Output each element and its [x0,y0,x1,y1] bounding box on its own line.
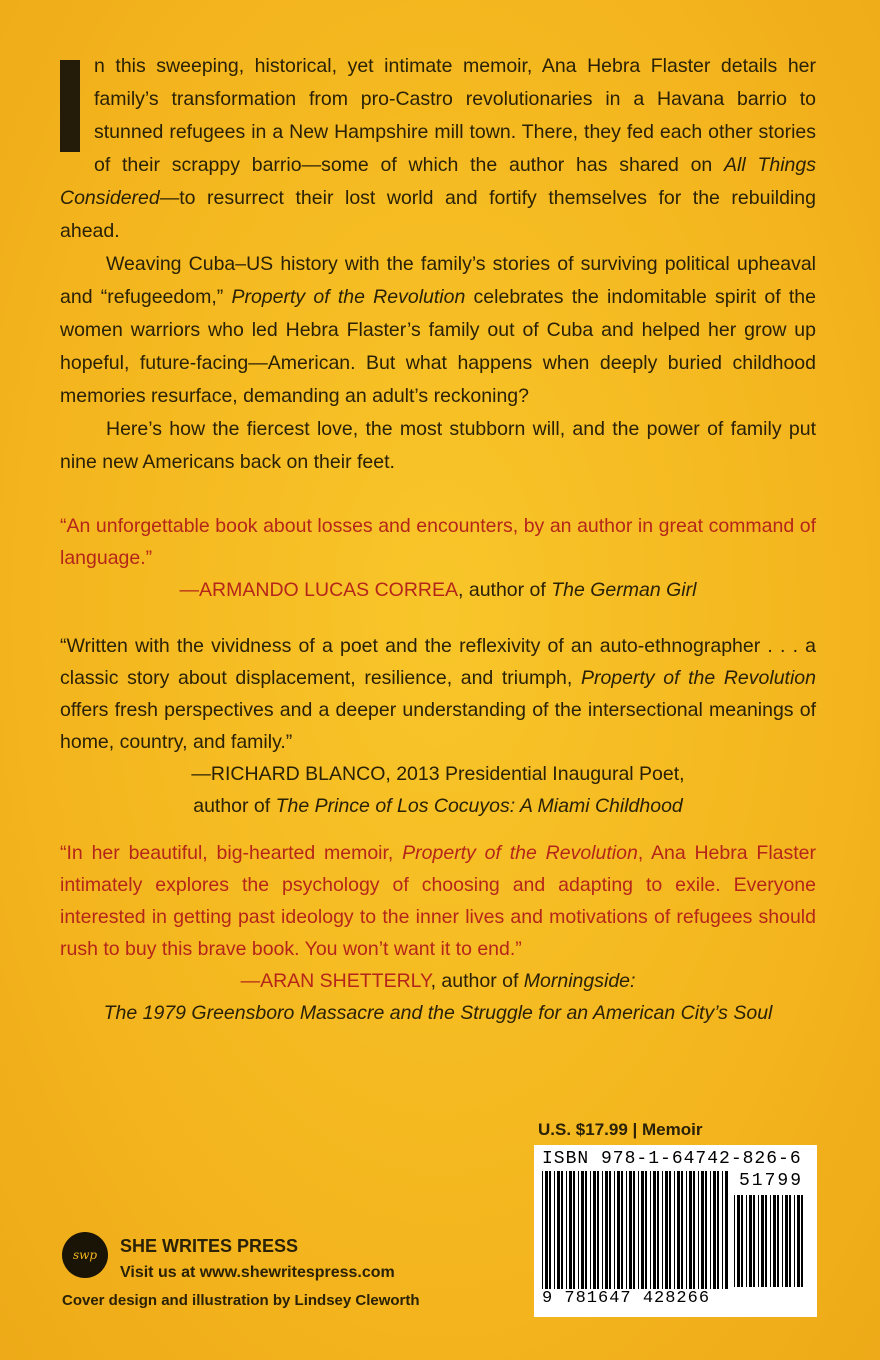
barcode-bar [629,1171,632,1289]
barcode-bar [789,1195,791,1287]
barcode-bar [665,1171,668,1289]
barcode-bar [650,1171,651,1289]
barcode-bar [641,1171,644,1289]
barcode-bar [557,1171,560,1289]
barcode-bar [662,1171,663,1289]
barcode-bar [722,1171,723,1289]
barcode-bar [545,1171,548,1289]
book-description [60,50,816,479]
review-quote-3 [60,837,816,1029]
barcode-bar [713,1171,716,1289]
quote-2-attribution-1: —RICHARD BLANCO, 2013 Presidential Inaugural Poet, [191,763,685,785]
p2-italic: Property of the Revolution [231,286,466,308]
cover-credit: Cover design and illustration by Lindsey Cleworth [62,1292,420,1309]
attr-mid: , author of [458,579,552,601]
quote-3-text [60,837,816,965]
q3-attr-mid: , author of [430,970,524,992]
barcode-bar [705,1171,707,1289]
q3-text-a: “In her beautiful, big-hearted memoir, [60,842,403,864]
attr-italic: The German Girl [551,579,697,601]
drop-cap-bar [60,60,80,152]
barcode-bar [749,1195,752,1287]
barcode-bar [773,1195,776,1287]
publisher-logo: swp [62,1232,108,1278]
q2-italic: Property of the Revolution [580,667,816,689]
barcode-bar [770,1195,771,1287]
barcode-bar [710,1171,711,1289]
price-bars [734,1195,804,1287]
quote-2-attribution-2 [60,790,816,822]
review-quote-1 [60,510,816,606]
q2-attr-italic: The Prince of Los Cocuyos: A Miami Childhood [275,795,683,817]
p2-text-a: Weaving Cuba–US history with the family’s stories of surviving political upheaval and “refugeedom,” [60,253,816,308]
barcode-bar [605,1171,608,1289]
barcode-bar [701,1171,704,1289]
barcode-bar [669,1171,671,1289]
q3-italic: Property of the Revolution [402,842,638,864]
barcode-bar [674,1171,675,1289]
q3-text-b: , Ana Hebra Flaster intimately explores the psychology of choosing and adapting to exile. Everyone interested in getting past ideology to the inner lives and motivations of refugees should rush to buy this brave book. You won’t want it to end.” [60,842,816,960]
q3-attr-name: —ARAN SHETTERLY [240,970,431,992]
barcode-bar [597,1171,599,1289]
barcode-bar [717,1171,719,1289]
p1-italic: All Things Considered [60,154,816,209]
barcode-bar [681,1171,683,1289]
quote-3-attribution-2: The 1979 Greensboro Massacre and the Struggle for an American City’s Soul [103,1002,773,1024]
price-code: 51799 [739,1171,804,1191]
publisher-url: Visit us at www.shewritespress.com [120,1264,395,1281]
barcode [534,1145,817,1317]
description-paragraph-1 [60,50,816,248]
barcode-bar [590,1171,591,1289]
barcode-bar [633,1171,635,1289]
barcode-bar [602,1171,603,1289]
barcode-bar [585,1171,587,1289]
barcode-bar [609,1171,611,1289]
barcode-bar [686,1171,687,1289]
q3-attr-italic: Morningside: [523,970,636,992]
barcode-bar [734,1195,735,1287]
barcode-bar [797,1195,800,1287]
barcode-bar [737,1195,740,1287]
barcode-bar [569,1171,572,1289]
barcode-number: 9 781647 428266 [542,1289,711,1308]
barcode-bar [753,1195,755,1287]
barcode-bar [746,1195,747,1287]
barcode-bar [698,1171,699,1289]
quote-3-attribution-1 [60,965,816,997]
barcode-bar [645,1171,647,1289]
barcode-bar [741,1195,743,1287]
barcode-bar [657,1171,659,1289]
barcode-bar [782,1195,783,1287]
barcode-bar [725,1171,728,1289]
barcode-bar [785,1195,788,1287]
barcode-bar [578,1171,579,1289]
quote-2-text [60,630,816,758]
description-paragraph-3: Here’s how the fiercest love, the most stubborn will, and the power of family put nine new Americans back on their feet. [60,418,816,473]
barcode-bar [554,1171,555,1289]
attr-name: ARMANDO LUCAS CORREA [199,579,459,601]
q2-text-a: “Written with the vividness of a poet and the reflexivity of an auto-ethnographer . . . a classic story about displacement, resilience, and triumph, [60,635,816,689]
publisher-name: SHE WRITES PRESS [120,1236,299,1256]
attr-dash: — [179,579,200,601]
barcode-bar [693,1171,695,1289]
barcode-bar [621,1171,623,1289]
barcode-bar [777,1195,779,1287]
quote-1-attribution [60,574,816,606]
barcode-bar [614,1171,615,1289]
description-paragraph-2 [60,248,816,413]
barcode-bar [677,1171,680,1289]
barcode-bar [549,1171,551,1289]
barcode-bar [761,1195,764,1287]
barcode-bar [801,1195,803,1287]
isbn-bars [542,1171,730,1289]
barcode-bar [794,1195,795,1287]
barcode-bar [542,1171,543,1289]
isbn-label: ISBN 978-1-64742-826-6 [542,1149,802,1169]
barcode-bar [573,1171,575,1289]
barcode-bar [638,1171,639,1289]
p1-text-a: n this sweeping, historical, yet intimate memoir, Ana Hebra Flaster details her family’s transformation from pro-Castro revolutionaries in a Havana barrio to stunned refugees in a New Hampshire mill town. There, they fed each other stories of their scrappy barrio—some of which the author has shared on [94,55,816,176]
p1-text-b: —to resurrect their lost world and fortify themselves for the rebuilding ahead. [60,187,816,242]
barcode-bar [653,1171,656,1289]
barcode-bar [561,1171,563,1289]
q2-text-b: offers fresh perspectives and a deeper understanding of the intersectional meanings of home, country, and family.” [60,699,816,753]
barcode-bar [593,1171,596,1289]
p2-text-b: celebrates the indomitable spirit of the women warriors who led Hebra Flaster’s family out of Cuba and helped her grow up hopeful, future-facing—American. But what happens when deeply buried childhood memories resurface, demanding an adult’s reckoning? [60,286,816,407]
barcode-bar [765,1195,767,1287]
review-quote-2 [60,630,816,822]
quote-1-text: “An unforgettable book about losses and encounters, by an author in great command of language.” [60,515,816,569]
barcode-bar [617,1171,620,1289]
barcode-bar [581,1171,584,1289]
barcode-bar [758,1195,759,1287]
q2-attr-a: author of [193,795,276,817]
barcode-bar [689,1171,692,1289]
barcode-bar [626,1171,627,1289]
barcode-bar [566,1171,567,1289]
price-category: U.S. $17.99 | Memoir [538,1120,703,1139]
